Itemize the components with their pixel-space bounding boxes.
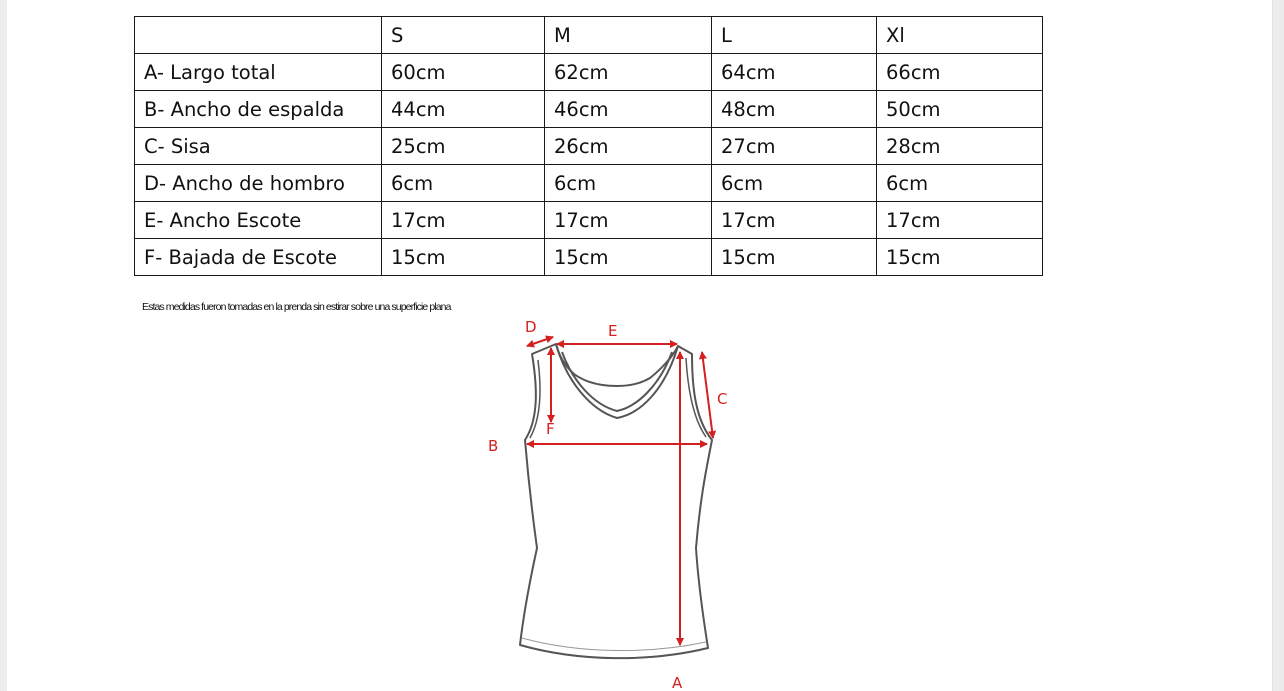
table-cell: 15cm [877,239,1043,276]
table-cell: 17cm [877,202,1043,239]
table-cell: 17cm [712,202,877,239]
label-f: F [546,420,555,438]
table-cell: 48cm [712,91,877,128]
header-cell-l: L [712,17,877,54]
table-cell: 6cm [382,165,545,202]
table-cell: 60cm [382,54,545,91]
table-cell: 15cm [382,239,545,276]
tank-top-outline [520,344,712,658]
table-cell: 15cm [712,239,877,276]
table-cell: 26cm [545,128,712,165]
hem-line [522,638,706,651]
row-label: C- Sisa [135,128,382,165]
table-cell: 6cm [712,165,877,202]
header-cell-s: S [382,17,545,54]
table-cell: 46cm [545,91,712,128]
row-label: E- Ancho Escote [135,202,382,239]
neck-trim [556,344,678,418]
label-a: A [672,674,683,691]
table-cell: 62cm [545,54,712,91]
table-cell: 28cm [877,128,1043,165]
label-d: D [525,318,537,336]
row-label: B- Ancho de espalda [135,91,382,128]
table-cell: 6cm [877,165,1043,202]
table-cell: 66cm [877,54,1043,91]
row-label: D- Ancho de hombro [135,165,382,202]
table-cell: 64cm [712,54,877,91]
table-cell: 27cm [712,128,877,165]
table-cell: 17cm [382,202,545,239]
table-cell: 25cm [382,128,545,165]
table-cell: 44cm [382,91,545,128]
table-cell: 50cm [877,91,1043,128]
measure-arrows [527,337,713,645]
label-e: E [608,322,618,340]
arrow-d [527,337,553,346]
row-label: A- Largo total [135,54,382,91]
row-label: F- Bajada de Escote [135,239,382,276]
header-cell-xl: Xl [877,17,1043,54]
table-cell: 17cm [545,202,712,239]
table-cell: 15cm [545,239,712,276]
label-c: C [717,390,728,408]
label-b: B [488,437,499,455]
header-cell-m: M [545,17,712,54]
table-cell: 6cm [545,165,712,202]
measurement-note: Estas medidas fueron tomadas en la prenda sin estirar sobre una superficie plana [142,301,451,313]
